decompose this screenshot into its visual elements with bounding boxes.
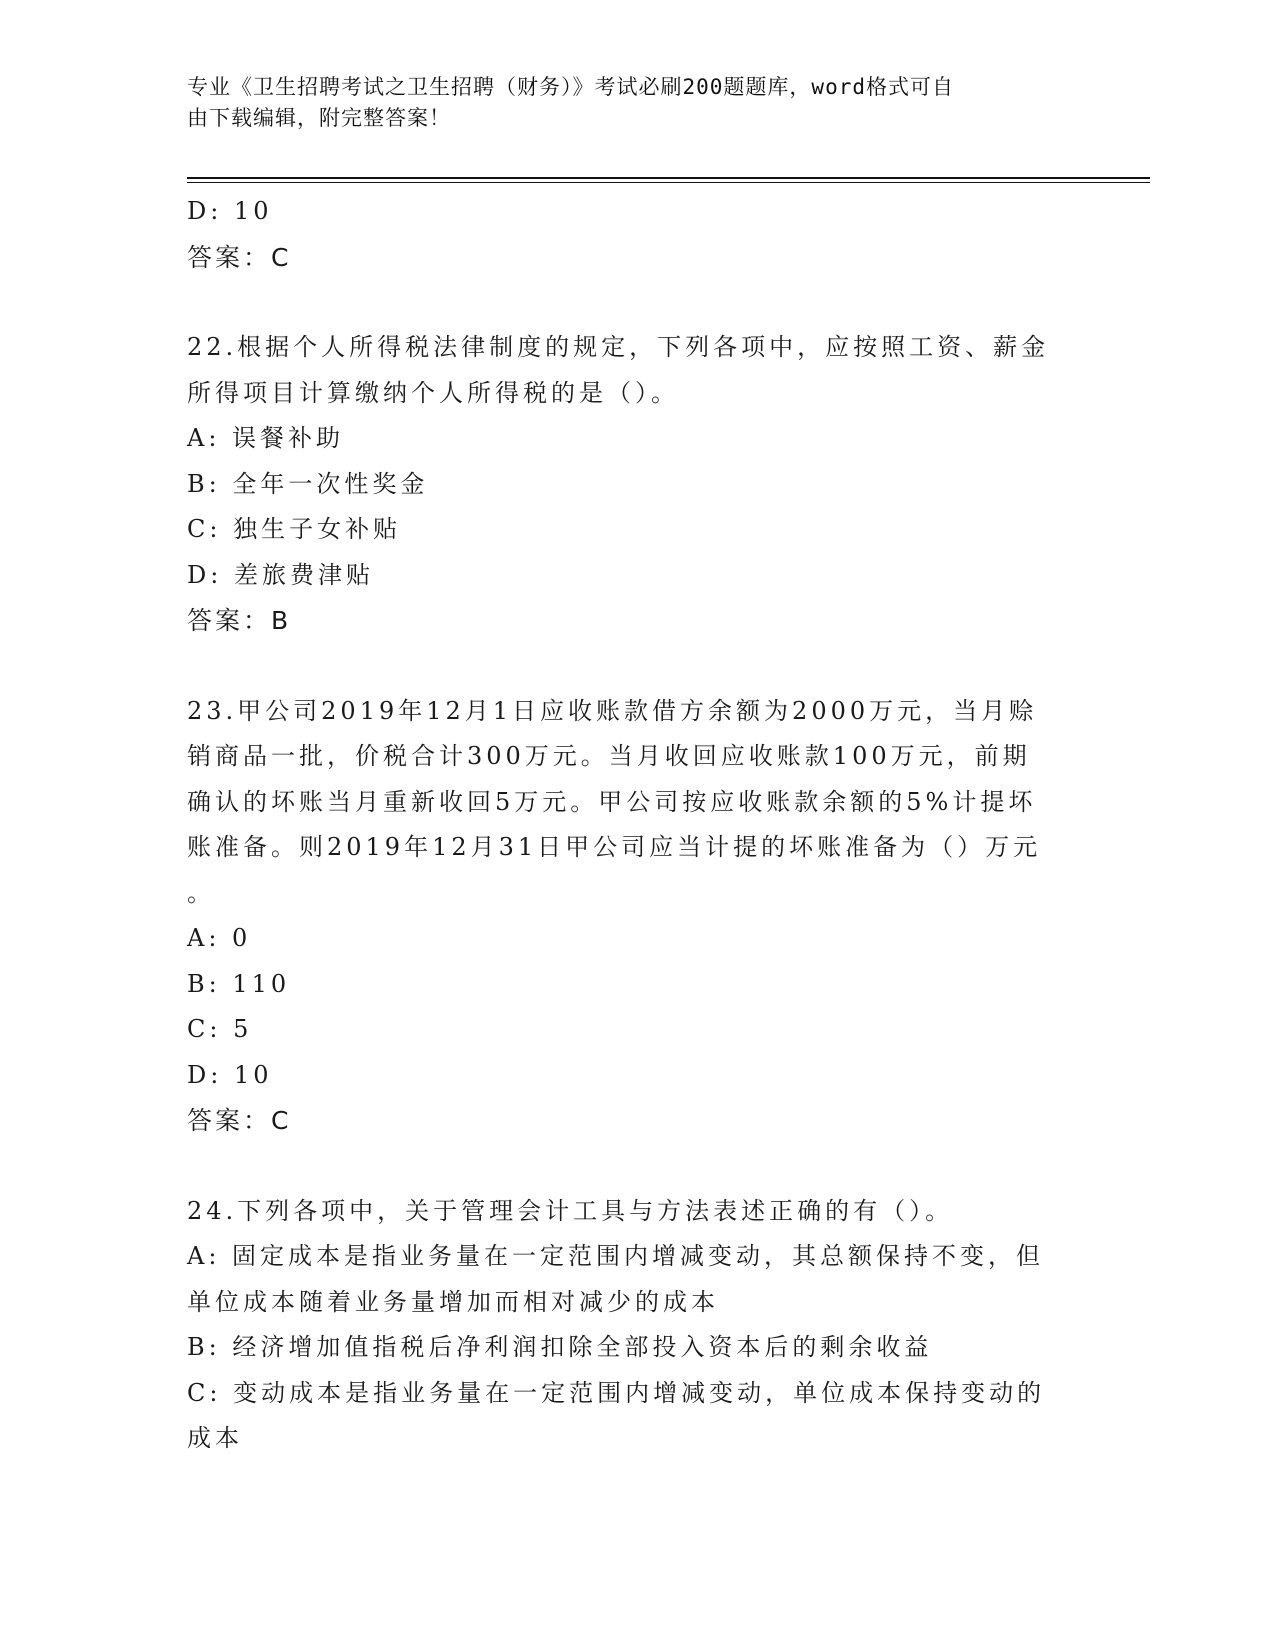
option-a: A: 0 bbox=[187, 924, 252, 952]
option-b: B: 经济增加值指税后净利润扣除全部投入资本后的剩余收益 bbox=[187, 1333, 933, 1361]
option-c: C: 独生子女补贴 bbox=[187, 515, 402, 543]
question-stem: 。 bbox=[187, 878, 215, 907]
option-d: D: 差旅费津贴 bbox=[187, 560, 374, 589]
option-d: D: 10 bbox=[187, 1060, 273, 1089]
option-d: D: 10 bbox=[187, 197, 273, 225]
header-divider-top bbox=[187, 177, 1150, 179]
option-b: B: 110 bbox=[187, 969, 291, 998]
answer-line: 答案：B bbox=[187, 606, 292, 635]
question-stem: 所得项目计算缴纳个人所得税的是（）。 bbox=[187, 378, 679, 407]
spacer bbox=[187, 280, 1087, 325]
option-b: B: 全年一次性奖金 bbox=[187, 469, 429, 498]
question-stem: 22.根据个人所得税法律制度的规定，下列各项中，应按照工资、薪金 bbox=[187, 333, 1050, 361]
question-22 bbox=[187, 325, 1087, 644]
question-stem: 账准备。则2019年12月31日甲公司应当计提的坏账准备为（）万元 bbox=[187, 833, 1042, 861]
option-c-continued: 成本 bbox=[187, 1424, 243, 1452]
option-a-continued: 单位成本随着业务量增加而相对减少的成本 bbox=[187, 1287, 719, 1316]
answer-line: 答案：C bbox=[187, 242, 292, 272]
question-21-tail bbox=[187, 189, 1087, 280]
question-23 bbox=[187, 689, 1087, 1144]
option-a: A: 误餐补助 bbox=[187, 424, 345, 452]
header-line-2: 由下载编辑，附完整答案！ bbox=[187, 106, 451, 130]
answer-line: 答案：C bbox=[187, 1106, 292, 1135]
question-stem: 24.下列各项中，关于管理会计工具与方法表述正确的有（）。 bbox=[187, 1196, 954, 1225]
option-c: C: 5 bbox=[187, 1015, 253, 1043]
question-stem: 销商品一批，价税合计300万元。当月收回应收账款100万元，前期 bbox=[187, 742, 1031, 770]
question-list bbox=[187, 189, 1087, 1462]
spacer bbox=[187, 644, 1087, 689]
question-stem: 确认的坏账当月重新收回5万元。甲公司按应收账款余额的5%计提坏 bbox=[187, 787, 1037, 816]
header-divider-bottom bbox=[187, 182, 1150, 183]
header-line-1: 专业《卫生招聘考试之卫生招聘（财务）》考试必刷200题题库，word格式可自 bbox=[187, 75, 954, 99]
spacer bbox=[187, 1144, 1087, 1189]
document-header bbox=[187, 72, 1067, 134]
option-c: C: 变动成本是指业务量在一定范围内增减变动，单位成本保持变动的 bbox=[187, 1378, 1046, 1407]
option-a: A: 固定成本是指业务量在一定范围内增减变动，其总额保持不变，但 bbox=[187, 1242, 1045, 1270]
question-24 bbox=[187, 1189, 1087, 1462]
question-stem: 23.甲公司2019年12月1日应收账款借方余额为2000万元，当月赊 bbox=[187, 696, 1038, 725]
